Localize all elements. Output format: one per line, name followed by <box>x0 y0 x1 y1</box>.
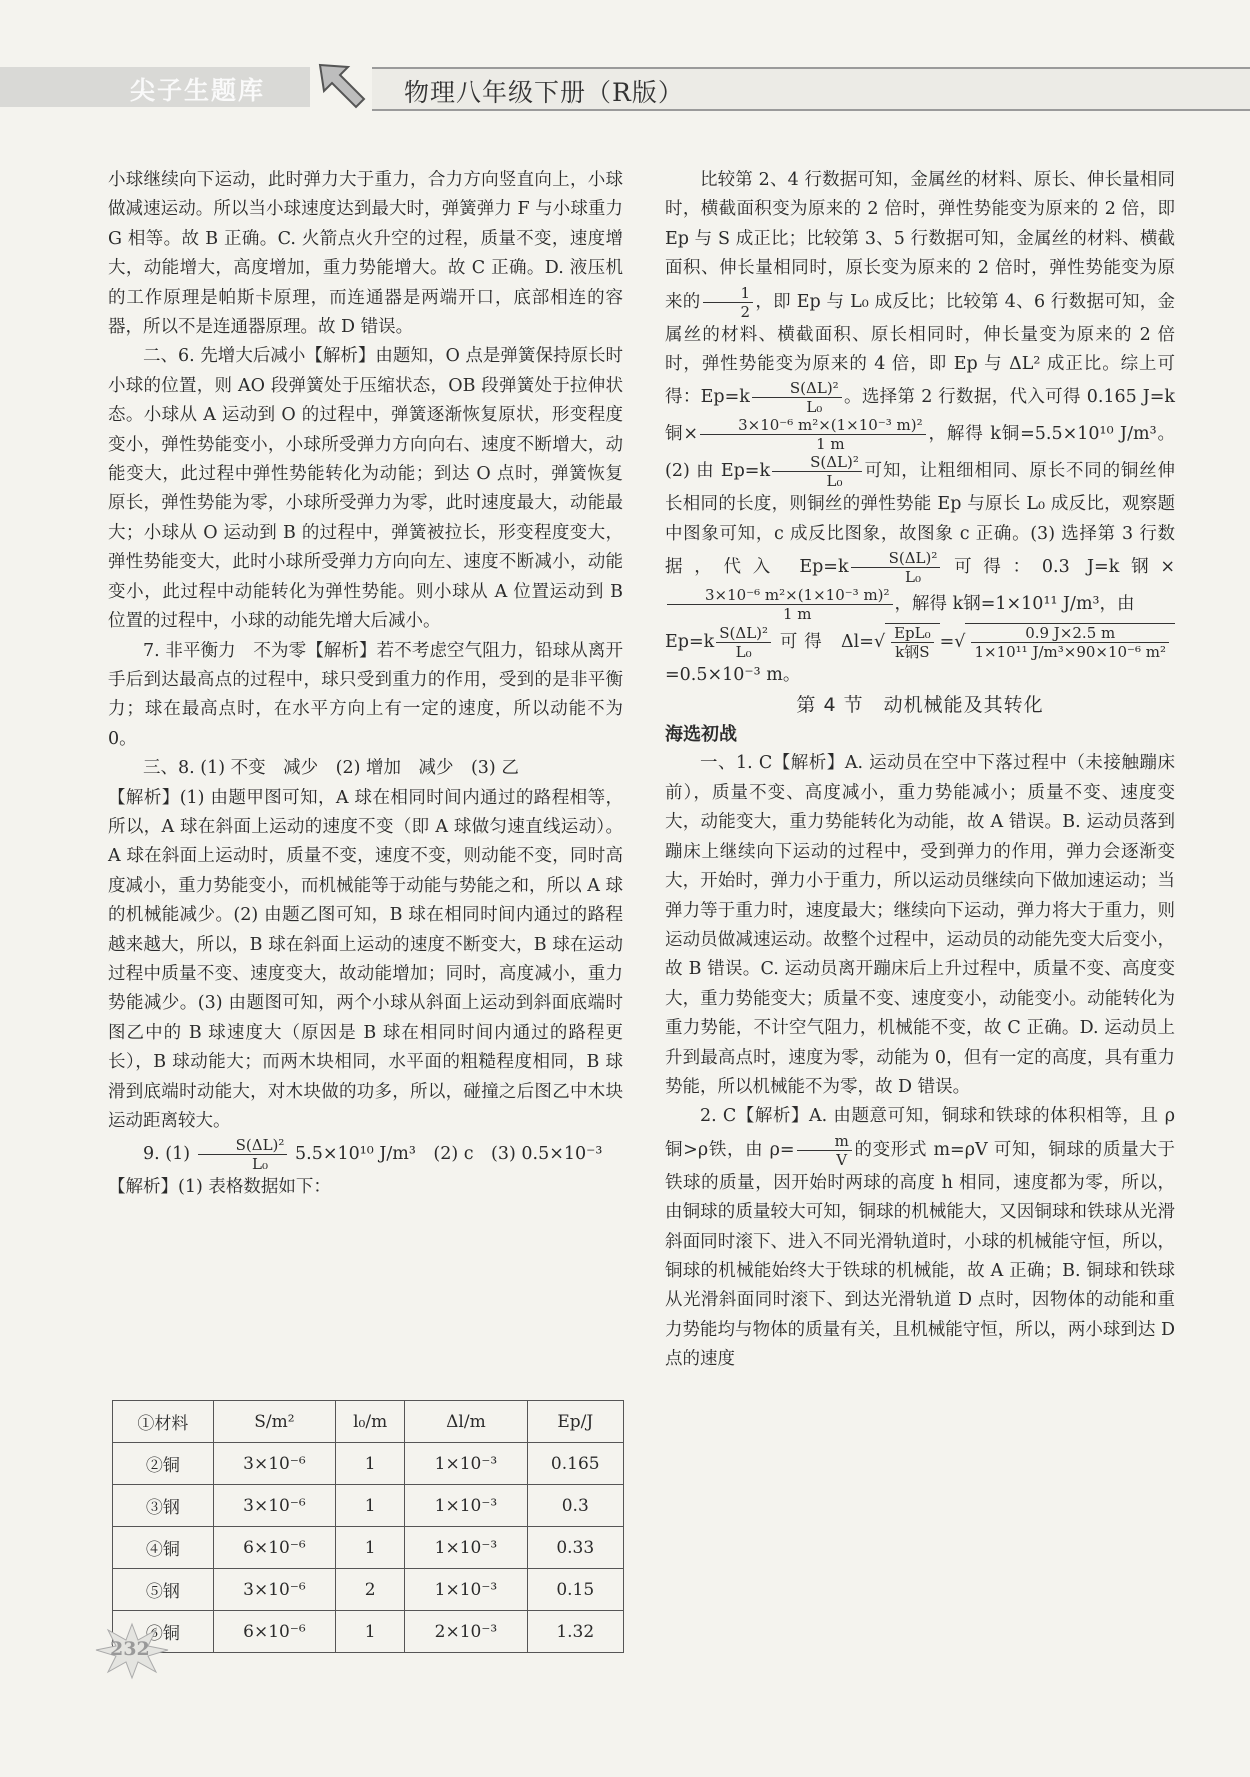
formula-fraction: $\frac{1}{2}$ <box>703 284 754 321</box>
table-cell: 1×10⁻³ <box>405 1485 527 1527</box>
table-cell: 0.33 <box>527 1527 623 1569</box>
table-row <box>113 1443 624 1485</box>
paragraph: 2. C【解析】A. 由题意可知，铜球和铁球的体积相等，且 ρ铜>ρ铁，由 ρ= $\frac{m}{V}$ 的变形式 m=ρV 可知，铜球的质量大于铁球的质量，因开始时两球的高度 h 相同，速度都为零，所以，由铜球的质量较大可知，铜球的机械能大，又因铜球和铁球从光滑斜面同时滚下、进入不同光滑轨道时，小球的机械能守恒，所以，铜球的机械能始终大于铁球的机械能，故 A 正确；B. 铜球和铁球从光滑斜面同时滚下、到达光滑轨道 D 点时，因物体的动能和重力势能均与物体的质量有关，且机械能守恒，所以，两小球到达 D 点的速度 <box>665 1106 1176 1370</box>
table-header-cell: Δl/m <box>405 1401 527 1443</box>
table-cell: 6×10⁻⁶ <box>213 1527 335 1569</box>
book-title: 物理八年级下册（R版） <box>404 78 684 107</box>
paragraph: 二、6. 先增大后减小【解析】由题知，O 点是弹簧保持原长时小球的位置，则 AO 段弹簧处于压缩状态，OB 段弹簧处于拉伸状态。小球从 A 运动到 O 的过程中，弹簧逐渐恢复原状，形变程度变小，弹性势能变小，小球所受弹力方向向右、速度不断增大，动能变大，此过程中弹性势能转化为动能；到达 O 点时，弹簧恢复原长，弹性势能为零，小球所受弹力为零，此时速度最大，动能最大；小球从 O 运动到 B 的过程中，弹簧被拉长，形变程度变大，弹性势能变大，此时小球所受弹力方向向左、速度不断减小，动能变小，此过程中动能转化为弹性势能。则小球从 A 位置运动到 B 位置的过程中，小球的动能先增大后减小。 <box>108 346 623 632</box>
table-header-cell: S/m² <box>213 1401 335 1443</box>
table-cell: 1 <box>336 1485 405 1527</box>
brand-label: 尖子生题库 <box>130 76 266 105</box>
table-header-cell: ①材料 <box>113 1401 214 1443</box>
table-cell: ③钢 <box>113 1485 214 1527</box>
table-cell: 3×10⁻⁶ <box>213 1485 335 1527</box>
formula-fraction: $\frac{\text{3×10⁻⁶ m²×(1×10⁻³ m)²}}{1 m}$ <box>667 586 893 623</box>
table-cell: ④铜 <box>113 1527 214 1569</box>
table-cell: 0.165 <box>527 1443 623 1485</box>
formula-fraction: $\frac{\text{S(ΔL)²}}{\text{L₀}}$ <box>716 624 771 661</box>
table-cell: 1×10⁻³ <box>405 1527 527 1569</box>
brand-banner <box>0 67 310 107</box>
formula-fraction: $\frac{\text{S(ΔL)²}}{\text{L₀}}$ <box>752 379 842 416</box>
book-title-bar <box>372 67 1250 111</box>
arrow-icon <box>312 55 372 115</box>
table-cell: 0.3 <box>527 1485 623 1527</box>
page-number-badge <box>92 1620 172 1680</box>
table-cell: 1 <box>336 1527 405 1569</box>
left-column <box>108 166 623 1203</box>
formula-fraction: $\frac{\text{S(ΔL)²}}{\text{L₀}}$ <box>772 453 862 490</box>
table-row <box>113 1527 624 1569</box>
section-title: 第 4 节 动机械能及其转化 <box>796 693 1044 716</box>
table-cell: 3×10⁻⁶ <box>213 1569 335 1611</box>
paragraph: 三、8. (1) 不变 减少 (2) 增加 减少 (3) 乙 <box>143 758 519 779</box>
paragraph: 7. 非平衡力 不为零【解析】若不考虑空气阻力，铅球从离开手后到达最高点的过程中，球只受到重力的作用，受到的是非平衡力；球在最高点时，在水平方向上有一定的速度，所以动能不为 0。 <box>108 640 623 749</box>
table-cell: 2 <box>336 1569 405 1611</box>
paragraph: 小球继续向下运动，此时弹力大于重力，合力方向竖直向上，小球做减速运动。所以当小球速度达到最大时，弹簧弹力 F 与小球重力 G 相等。故 B 正确。C. 火箭点火升空的过程，质量不变，速度增大，动能增大，高度增加，重力势能增大。故 C 正确。D. 液压机的工作原理是帕斯卡原理，而连通器是两端开口，底部相连的容器，所以不是连通器原理。故 D 错误。 <box>108 170 623 338</box>
table-cell: 1×10⁻³ <box>405 1569 527 1611</box>
table-cell: 2×10⁻³ <box>405 1611 527 1653</box>
table-cell: 1.32 <box>527 1611 623 1653</box>
paragraph: 【解析】(1) 由题甲图可知，A 球在相同时间内通过的路程相等，所以，A 球在斜面上运动的速度不变（即 A 球做匀速直线运动）。A 球在斜面上运动时，质量不变，速度不变，则动能不变，同时高度减小，重力势能变小，而机械能等于动能与势能之和，所以 A 球的机械能减少。(2) 由题乙图可知，B 球在相同时间内通过的路程越来越大，所以，B 球在斜面上运动的速度不断变大，B 球在运动过程中质量不变、速度变大，故动能增加；同时，高度减小，重力势能减少。(3) 由题图可知，两个小球从斜面上运动到斜面底端时图乙中的 B 球速度大（原因是 B 球在相同时间内通过的路程更长），B 球动能大；而两木块相同，水平面的粗糙程度相同，B 球滑到底端时动能大，对木块做的功多，所以，碰撞之后图乙中木块运动距离较大。 <box>108 787 623 1131</box>
formula-fraction: $\frac{m}{V}$ <box>797 1132 852 1169</box>
formula-fraction: $\frac{\text{3×10⁻⁶ m²×(1×10⁻³ m)²}}{1 m}$ <box>700 416 926 453</box>
paragraph: 【解析】(1) 表格数据如下： <box>108 1177 331 1198</box>
paragraph: 一、1. C【解析】A. 运动员在空中下落过程中（未接触蹦床前），质量不变、高度减小，重力势能减小；质量不变、速度变大，动能变大，重力势能转化为动能，故 A 错误。B. 运动员落到蹦床上继续向下运动的过程中，受到弹力的作用，弹力会逐渐变大，开始时，弹力小于重力，所以运动员继续向下做加速运动；当弹力等于重力时，速度最大；继续向下运动，弹力将大于重力，则运动员做减速运动。故整个过程中，运动员的动能先变大后变小，故 B 错误。C. 运动员离开蹦床后上升过程中，质量不变、高度变大，重力势能变大；质量不变、速度变小，动能变小。动能转化为重力势能，不计空气阻力，机械能不变，故 C 正确。D. 运动员上升到最高点时，速度为零，动能为 0，但有一定的高度，具有重力势能，所以机械能不为零，故 D 错误。 <box>665 753 1175 1097</box>
table-row <box>113 1485 624 1527</box>
formula-fraction: $\frac{0.9 J\times 2.5 m}{\text{1×10¹¹ J/m³×90×10⁻⁶ m²}}$ <box>971 624 1169 661</box>
page-number: 232 <box>110 1638 150 1660</box>
formula-fraction: $\frac{\text{S(ΔL)²}}{\text{L₀}}$ <box>198 1136 288 1173</box>
formula-line: Ep=k $\frac{\text{S(ΔL)²}}{\text{L₀}}$ 可得 Δl=√ $\frac{\text{EpL₀}}{\text{k钢S}}$ =√ $\frac{0.9 J\times 2.5 m}{\text{1×10¹¹ J/m³×90×10⁻⁶ m²}}$ =0.5×10⁻³ m。 <box>665 623 1175 690</box>
right-column <box>665 166 1175 1375</box>
subsection-heading: 海选初战 <box>665 724 737 746</box>
formula-fraction: $\frac{\text{S(ΔL)²}}{\text{L₀}}$ <box>851 549 941 586</box>
table-cell: 1×10⁻³ <box>405 1443 527 1485</box>
formula-fraction: $\frac{\text{EpL₀}}{\text{k钢S}}$ <box>891 624 934 661</box>
table-cell: ⑥铜 <box>113 1611 214 1653</box>
data-table <box>112 1400 624 1653</box>
page-header <box>0 55 1250 115</box>
table-cell: ⑤钢 <box>113 1569 214 1611</box>
table-header-cell: l₀/m <box>336 1401 405 1443</box>
table-cell: 3×10⁻⁶ <box>213 1443 335 1485</box>
table-row <box>113 1611 624 1653</box>
analysis-paragraph: 比较第 2、4 行数据可知，金属丝的材料、原长、伸长量相同时，横截面积变为原来的 2 倍时，弹性势能变为原来的 2 倍，即 Ep 与 S 成正比；比较第 3、5 行数据可知，金属丝的材料、横截面积、伸长量相同时，原长变为原来的 2 倍时，弹性势能变为原来的 $\frac{1}{2}$ ，即 Ep 与 L₀ 成反比；比较第 4、6 行数据可知，金属丝的材料、横截面积、原长相同时，伸长量变为原来的 2 倍时，弹性势能变为原来的 4 倍，即 Ep 与 ΔL² 成正比。综上可得：Ep=k $\frac{\text{S(ΔL)²}}{\text{L₀}}$ 。选择第 2 行数据，代入可得 0.165 J=k铜× $\frac{\text{3×10⁻⁶ m²×(1×10⁻³ m)²}}{1 m}$ ，解得 k铜=5.5×10¹⁰ J/m³。(2) 由 Ep=k $\frac{\text{S(ΔL)²}}{\text{L₀}}$ 可知，让粗细相同、原长不同的铜丝伸长相同的长度，则铜丝的弹性势能 Ep 与原长 L₀ 成反比，观察题中图象可知，c 成反比图象，故图象 c 正确。(3) 选择第 3 行数据，代入 Ep=k $\frac{\text{S(ΔL)²}}{\text{L₀}}$ 可得：0.3 J=k钢× $\frac{\text{3×10⁻⁶ m²×(1×10⁻³ m)²}}{1 m}$ ，解得 k钢=1×10¹¹ J/m³，由 <box>665 170 1176 624</box>
table-cell: ②铜 <box>113 1443 214 1485</box>
table-row <box>113 1569 624 1611</box>
table-cell: 1 <box>336 1611 405 1653</box>
table-header-cell: Ep/J <box>527 1401 623 1443</box>
table-cell: 1 <box>336 1443 405 1485</box>
table-cell: 6×10⁻⁶ <box>213 1611 335 1653</box>
answer-9: 9. (1) $\frac{\text{S(ΔL)²}}{\text{L₀}}$ 5.5×10¹⁰ J/m³ (2) c (3) 0.5×10⁻³ <box>143 1136 603 1174</box>
table-cell: 0.15 <box>527 1569 623 1611</box>
